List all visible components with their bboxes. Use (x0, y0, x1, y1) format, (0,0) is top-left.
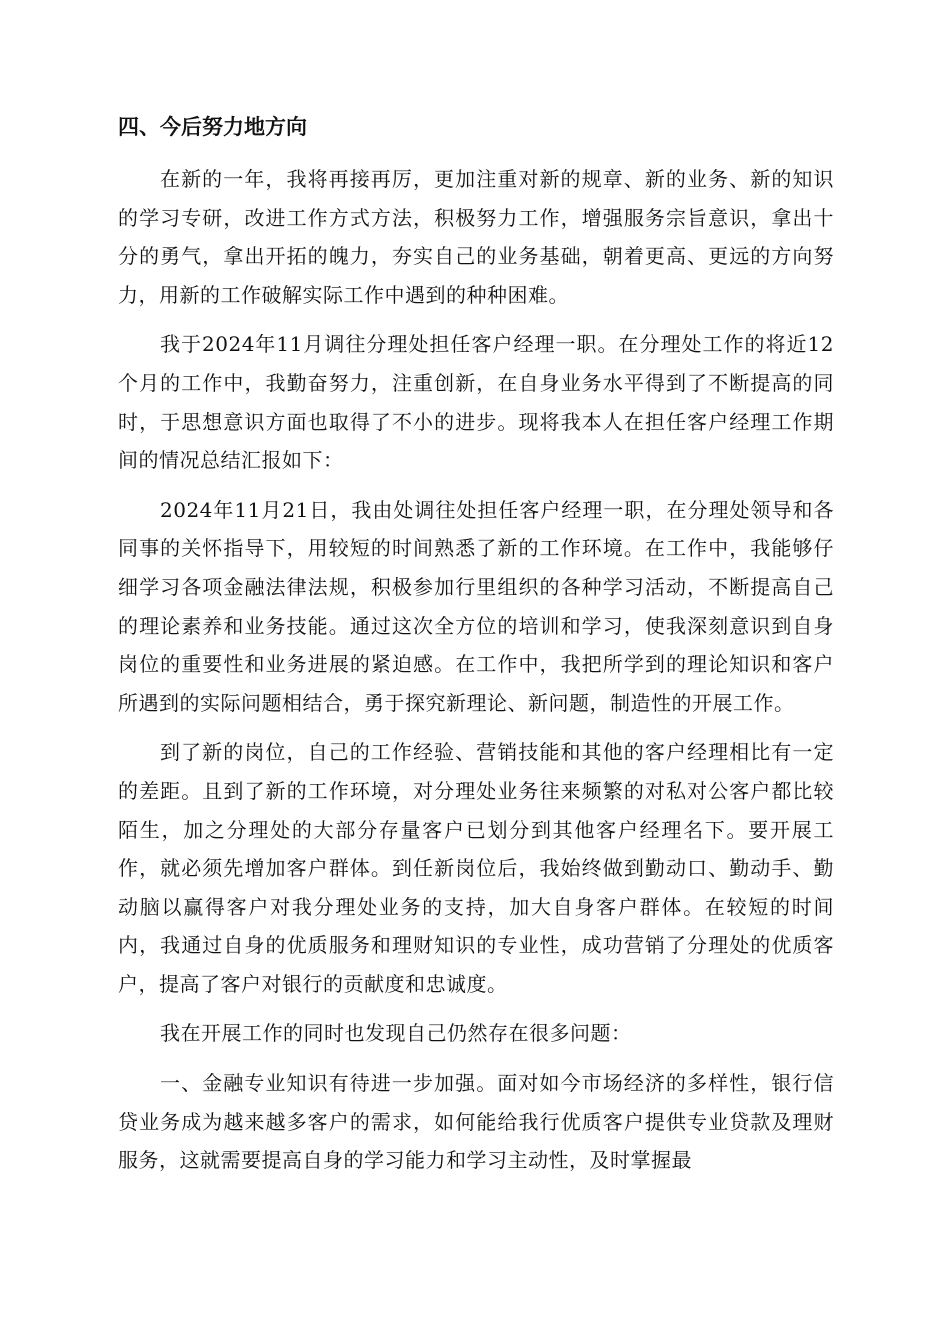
paragraph-problems-intro: 我在开展工作的同时也发现自己仍然存在很多问题： (160, 1021, 632, 1046)
paragraph-new-position: 到了新的岗位，自己的工作经验、营销技能和其他的客户经理相比有一定的差距。且到了新的工作环境，对分理处业务往来频繁的对私对公客户都比较陌生，加之分理处的大部分存量客户已划分到其他客户经理名下。要开展工作，就必须先增加客户群体。到任新岗位后，我始终做到勤动口、勤动手、勤动脑以赢得客户对我分理处业务的支持，加大自身客户群体。在较短的时间内，我通过自身的优质服务和理财知识的专业性，成功营销了分理处的优质客户，提高了客户对银行的贡献度和忠诚度。 (118, 740, 834, 996)
paragraph-problem-one: 一、金融专业知识有待进一步加强。面对如今市场经济的多样性，银行信贷业务成为越来越多客户的需求，如何能给我行优质客户提供专业贷款及理财服务，这就需要提高自身的学习能力和学习主动性，及时掌握最 (118, 1071, 834, 1173)
section-heading: 四、今后努力地方向 (118, 115, 307, 139)
paragraph-transfer-intro: 我于2024年11月调往分理处担任客户经理一职。在分理处工作的将近12个月的工作中，我勤奋努力，注重创新，在自身业务水平得到了不断提高的同时，于思想意识方面也取得了不小的进步。现将我本人在担任客户经理工作期间的情况总结汇报如下： (118, 332, 834, 473)
paragraph-new-year-plan: 在新的一年，我将再接再厉，更加注重对新的规章、新的业务、新的知识的学习专研，改进工作方式方法，积极努力工作，增强服务宗旨意识，拿出十分的勇气，拿出开拓的魄力，夯实自己的业务基础，朝着更高、更远的方向努力，用新的工作破解实际工作中遇到的种种困难。 (118, 167, 834, 307)
paragraph-work-learning: 2024年11月21日，我由处调往处担任客户经理一职，在分理处领导和各同事的关怀指导下，用较短的时间熟悉了新的工作环境。在工作中，我能够仔细学习各项金融法律法规，积极参加行里组织的各种学习活动，不断提高自己的理论素养和业务技能。通过这次全方位的培训和学习，使我深刻意识到自身岗位的重要性和业务进展的紧迫感。在工作中，我把所学到的理论知识和客户所遇到的实际问题相结合，勇于探究新理论、新问题，制造性的开展工作。 (118, 497, 834, 715)
document-page (118, 112, 834, 1191)
